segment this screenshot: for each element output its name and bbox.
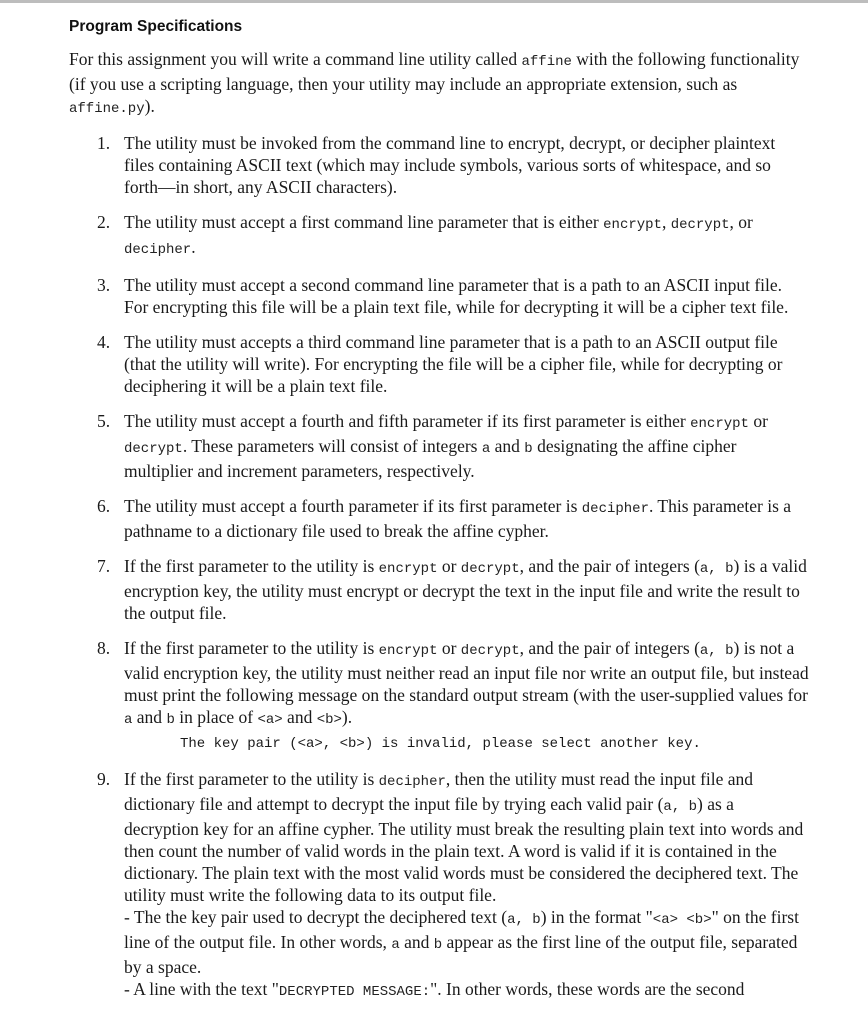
top-border bbox=[0, 0, 868, 3]
section-title: Program Specifications bbox=[69, 18, 243, 35]
output-rule-key-pair: - The the key pair used to decrypt the deciphered text (a, b) in the format "<a> <b>" on the first line of the output file. In other words, a and b appear as the first line of the output file, separated by a space. bbox=[124, 907, 799, 977]
spec-item-5: 5. The utility must accept a fourth and fifth parameter if its first parameter is either encrypt or decrypt. These parameters will consist of integers a and b designating the affine cipher multiplier and increment parameters, respectively. bbox=[97, 411, 768, 481]
spec-list bbox=[69, 132, 809, 1003]
spec-item-1: 1. The utility must be invoked from the command line to encrypt, decrypt, or decipher plaintext files containing ASCII text (which may include symbols, various sorts of whitespace, and so forth—in short, any ASCII characters). bbox=[97, 133, 776, 197]
spec-item-2: 2. The utility must accept a first command line parameter that is either encrypt, decrypt, or decipher. bbox=[97, 212, 753, 258]
invalid-key-message: The key pair (<a>, <b>) is invalid, please select another key. bbox=[180, 736, 701, 752]
spec-item-6: 6. The utility must accept a fourth parameter if its first parameter is decipher. This parameter is a pathname to a dictionary file used to break the affine cypher. bbox=[97, 496, 792, 541]
spec-item-4: 4. The utility must accepts a third command line parameter that is a path to an ASCII output file (that the utility will write). For encrypting the file will be a cipher file, while for decrypting or deciphering it will be a plain text file. bbox=[97, 332, 783, 396]
output-rule-decrypted-line: - A line with the text "DECRYPTED MESSAGE:". In other words, these words are the second bbox=[124, 979, 745, 1000]
spec-item-7: 7. If the first parameter to the utility is encrypt or decrypt, and the pair of integers (a, b) is a valid encryption key, the utility must encrypt or decrypt the text in the input file and write the result to the output file. bbox=[97, 556, 807, 623]
document-page bbox=[69, 18, 809, 1016]
intro-paragraph: For this assignment you will write a command line utility called affine with the following functionality (if you use a scripting language, then your utility may include an appropriate extension, such as affine.py). bbox=[69, 49, 800, 117]
spec-item-9: 9. If the first parameter to the utility is decipher, then the utility must read the input file and dictionary file and attempt to decrypt the input file by trying each valid pair (a, b) as a decryption key for an affine cypher. The utility must break the resulting plain text into words and then count the number of valid words in the plain text. A word is valid if it is contained in the dictionary. The plain text with the most valid words must be considered the deciphered text. The utility must write the following data to its output file. - The the key pair used to decrypt the deciphered text (a, b) in the format "<a> <b>" on the first line of the output file. In other words, a and b appear as the first line of the output file, separated by a space. - A line with the text "DECRYPTED MESSAGE:". In other words, these words are the second bbox=[69, 768, 809, 1003]
spec-item-3: 3. The utility must accept a second command line parameter that is a path to an ASCII input file. For encrypting this file will be a plain text file, while for decrypting it will be a cipher text file. bbox=[97, 275, 789, 317]
spec-item-8: 8. If the first parameter to the utility is encrypt or decrypt, and the pair of integers (a, b) is not a valid encryption key, the utility must neither read an input file nor write an output file, but instead must print the following message on the standard output stream (with the user-supplied values for a and b in place of <a> and <b>). The key pair (<a>, <b>) is invalid, please select another key. bbox=[69, 637, 809, 755]
